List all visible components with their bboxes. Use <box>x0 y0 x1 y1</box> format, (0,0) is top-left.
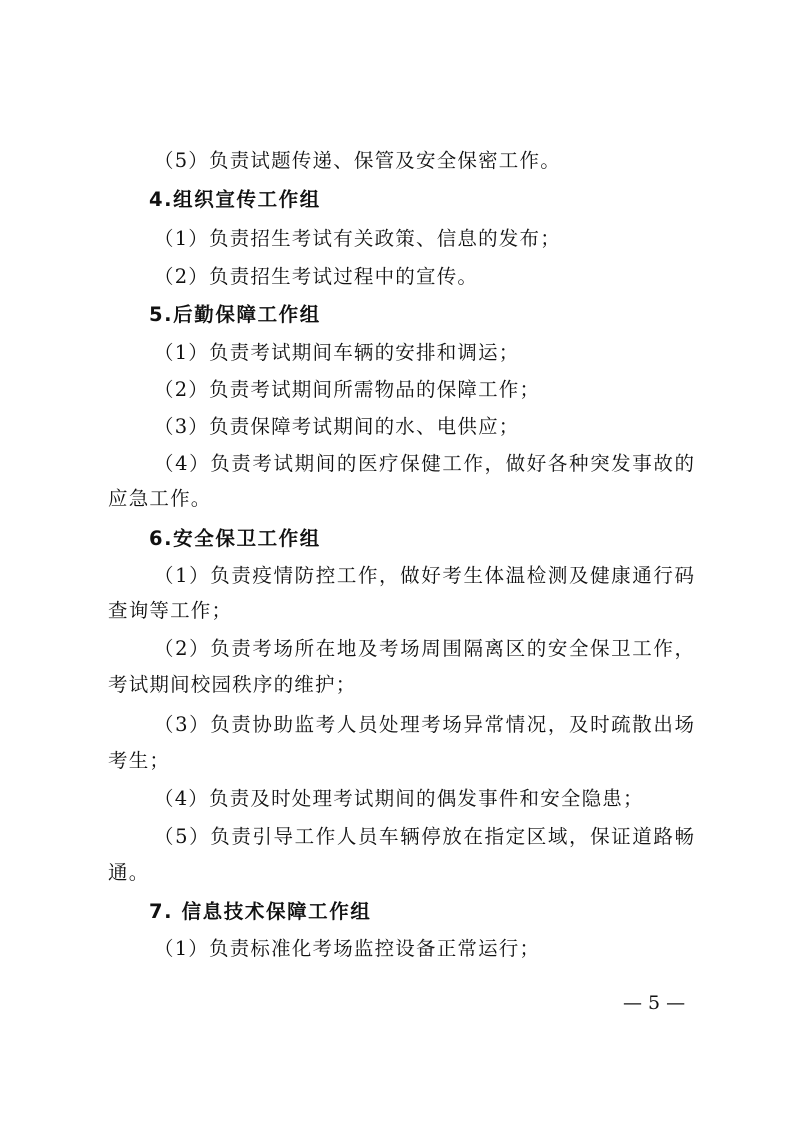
paragraph-line: （3）负责保障考试期间的水、电供应； <box>154 415 520 438</box>
paragraph-line: （1）负责考试期间车辆的安排和调运； <box>154 341 520 364</box>
paragraph-line: 考试期间校园秩序的维护； <box>108 673 357 696</box>
paragraph-line: （2）负责考试期间所需物品的保障工作； <box>154 378 541 401</box>
paragraph-line: （5）负责引导工作人员车辆停放在指定区域，保证道路畅 <box>154 825 694 848</box>
paragraph-line: 查询等工作； <box>108 599 233 622</box>
section-heading: 6.安全保卫工作组 <box>149 527 321 550</box>
paragraph-line: （1）负责疫情防控工作，做好考生体温检测及健康通行码 <box>154 564 694 587</box>
paragraph-line: 通。 <box>108 861 150 884</box>
paragraph-line: 应急工作。 <box>108 487 212 510</box>
section-heading: 7. 信息技术保障工作组 <box>149 900 372 923</box>
paragraph-line: 考生； <box>108 749 171 772</box>
paragraph-line: （5）负责试题传递、保管及安全保密工作。 <box>154 149 561 172</box>
paragraph-line: （2）负责招生考试过程中的宣传。 <box>154 265 479 288</box>
paragraph-line: （1）负责标准化考场监控设备正常运行； <box>154 937 541 960</box>
paragraph-line: （1）负责招生考试有关政策、信息的发布； <box>154 227 561 250</box>
paragraph-line: （2）负责考场所在地及考场周围隔离区的安全保卫工作， <box>154 637 694 660</box>
paragraph-line: （4）负责及时处理考试期间的偶发事件和安全隐患； <box>154 787 644 810</box>
section-heading: 4.组织宣传工作组 <box>149 188 321 211</box>
page-number: — 5 — <box>623 992 686 1014</box>
paragraph-line: （3）负责协助监考人员处理考场异常情况，及时疏散出场 <box>154 713 694 736</box>
section-heading: 5.后勤保障工作组 <box>149 303 321 326</box>
paragraph-line: （4）负责考试期间的医疗保健工作，做好各种突发事故的 <box>154 452 694 475</box>
